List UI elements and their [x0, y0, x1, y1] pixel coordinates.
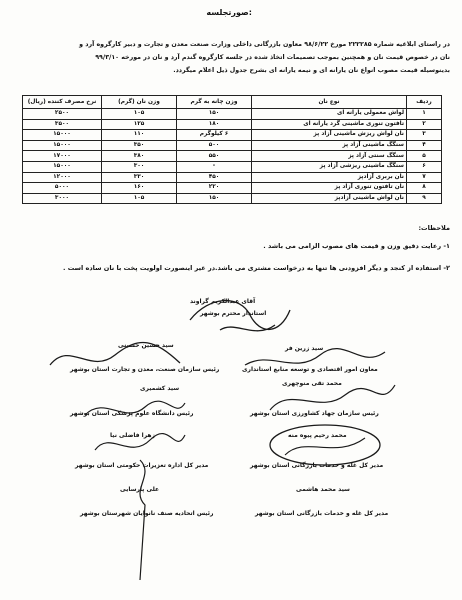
sig9-title: رئیس اتحادیه صنف نانوایان شهرستان بوشهر [80, 510, 214, 517]
cell-dough-weight: ۲۲۰ [177, 183, 252, 194]
sig7-name: زهرا فاضلی نیا [110, 432, 156, 439]
cell-bread-weight: ۱۱۰ [102, 130, 177, 141]
sig8-title: مدیر کل غله و خدمات بازرگانی استان بوشهر [255, 510, 389, 517]
cell-index: ۹ [407, 193, 442, 204]
cell-bread-weight: ۱۰۵ [102, 193, 177, 204]
intro-line-2: نان در خصوص قیمت نان و همچنین بموجب تصمیمات اتخاذ شده در جلسه کارگروه گندم آرد و نان در مورخه ۹۹/۳/۱۰ [95, 54, 450, 61]
cell-dough-weight: ۶ کیلوگرم [177, 130, 252, 141]
table-row [23, 151, 442, 162]
page-title: صورتجلسه: [206, 8, 252, 17]
col-header-bread-type: نوع نان [252, 96, 407, 109]
sig3-name: سید حسین حسینی [118, 342, 174, 349]
sig1-title: استاندار محترم بوشهر [200, 310, 267, 317]
cell-index: ۴ [407, 140, 442, 151]
cell-price: ۱۵۰۰۰ [23, 130, 102, 141]
sig2-name: سید زرین فر [285, 345, 324, 352]
cell-bread-weight: ۳۰۰ [102, 161, 177, 172]
cell-bread-weight: ۱۶۰ [102, 183, 177, 194]
cell-index: ۶ [407, 161, 442, 172]
cell-price: ۳۵۰۰ [23, 119, 102, 130]
cell-price: ۳۰۰۰ [23, 193, 102, 204]
sig6-title: مدیر کل غله و خدمات بازرگانی استان بوشهر [250, 462, 384, 469]
cell-bread-type: سنگگ ماشینی ریزشی آزاد پز [252, 161, 407, 172]
col-header-price: نرخ مصرف کننده (ریال) [23, 96, 102, 109]
cell-index: ۱ [407, 109, 442, 120]
signature-scribble-2 [240, 340, 390, 380]
table-row [23, 172, 442, 183]
cell-bread-weight: ۳۳۰ [102, 172, 177, 183]
table-row [23, 183, 442, 194]
cell-bread-type: لواش معمولی یارانه ای [252, 109, 407, 120]
signature-scribble-3 [45, 335, 185, 380]
table-row [23, 193, 442, 204]
sig4-name: محمد تقی منوچهری [282, 380, 342, 387]
cell-bread-type: سنگگ سنتی آزاد پز [252, 151, 407, 162]
col-header-dough-weight: وزن چانه به گرم [177, 96, 252, 109]
notes-heading: ملاحظات: [418, 224, 450, 232]
table-header-row [23, 96, 442, 109]
cell-bread-weight: ۱۰۵ [102, 109, 177, 120]
signature-scribble-6 [265, 420, 385, 470]
intro-line-3: بدینوسیله قیمت مصوب انواع نان یارانه ای و نیمه یارانه ای بشرح جدول ذیل اعلام میگردد. [173, 67, 450, 74]
sig2-title: معاون امور اقتصادی و توسعه منابع استانداری [242, 366, 378, 373]
table-row [23, 161, 442, 172]
col-header-index: ردیف [407, 96, 442, 109]
cell-bread-type: نان تافتون تنوری آزاد پز [252, 183, 407, 194]
sig6-name: محمد رحیم پیوه منه [288, 432, 347, 439]
note-1: ۱- رعایت دقیق وزن و قیمت های مصوب الزامی می باشد . [263, 242, 450, 250]
cell-bread-type: نان بربری آزادپز [252, 172, 407, 183]
cell-price: ۱۷۰۰۰ [23, 151, 102, 162]
sig3-title: رئیس سازمان صنعت، معدن و تجارت استان بوشهر [70, 366, 220, 373]
table-row [23, 119, 442, 130]
signature-scribble-1 [180, 290, 300, 345]
cell-bread-type: نان لواش ریزش ماشینی آزاد پز [252, 130, 407, 141]
table-row [23, 130, 442, 141]
cell-dough-weight: ۱۵۰ [177, 109, 252, 120]
cell-dough-weight: ۴۵۰ [177, 172, 252, 183]
cell-bread-type: نان لواش ماشینی آزادپز [252, 193, 407, 204]
cell-dough-weight: ۵۵۰ [177, 151, 252, 162]
sig8-name: سید محمد هاشمی [296, 486, 350, 493]
cell-bread-weight: ۳۸۰ [102, 151, 177, 162]
sig4-title: رئیس سازمان جهاد کشاورزی استان بوشهر [250, 410, 379, 417]
signature-scribble-4 [260, 375, 400, 420]
cell-price: ۲۵۰۰ [23, 109, 102, 120]
cell-price: ۱۵۰۰۰ [23, 140, 102, 151]
intro-line-1: در راستای ابلاغیه شماره ۲۲۲۲۸۵ مورخ ۹۸/۶/۲۲ معاون بازرگانی داخلی وزارت صنعت معدن و تجارت و دبیر کارگروه آرد و [79, 41, 450, 48]
cell-price: ۱۲۰۰۰ [23, 172, 102, 183]
cell-index: ۲ [407, 119, 442, 130]
cell-bread-weight: ۱۲۵ [102, 119, 177, 130]
sig5-name: سید کشمیری [140, 385, 180, 392]
col-header-bread-weight: وزن نان (گرم) [102, 96, 177, 109]
signature-scribble-9 [110, 455, 180, 585]
cell-index: ۷ [407, 172, 442, 183]
table-row [23, 140, 442, 151]
cell-bread-type: تافتون تنوری ماشینی گرد یارانه ای [252, 119, 407, 130]
cell-dough-weight: ۱۵۰ [177, 193, 252, 204]
sig5-title: رئیس دانشگاه علوم پزشکی استان بوشهر [70, 410, 194, 417]
bread-price-table [22, 95, 442, 204]
cell-dough-weight: - [177, 161, 252, 172]
cell-dough-weight: ۱۸۰ [177, 119, 252, 130]
cell-bread-type: سنگگ ماشینی آزاد پز [252, 140, 407, 151]
cell-price: ۵۰۰۰ [23, 183, 102, 194]
cell-bread-weight: ۳۵۰ [102, 140, 177, 151]
note-2: ۲- استفاده از کنجد و دیگر افزودنی ها تنها به درخواست مشتری می باشد.در غیر اینصورت اولویت پخت با نان ساده است . [63, 264, 450, 272]
cell-index: ۳ [407, 130, 442, 141]
cell-price: ۱۵۰۰۰ [23, 161, 102, 172]
sig9-name: علی پارسایی [120, 486, 160, 493]
cell-index: ۸ [407, 183, 442, 194]
table-row [23, 109, 442, 120]
cell-index: ۵ [407, 151, 442, 162]
sig7-title: مدیر کل اداره تعزیرات حکومتی استان بوشهر [75, 462, 209, 469]
sig1-name: آقای عبدالکریم گراوند [190, 298, 256, 305]
cell-dough-weight: ۵۰۰ [177, 140, 252, 151]
